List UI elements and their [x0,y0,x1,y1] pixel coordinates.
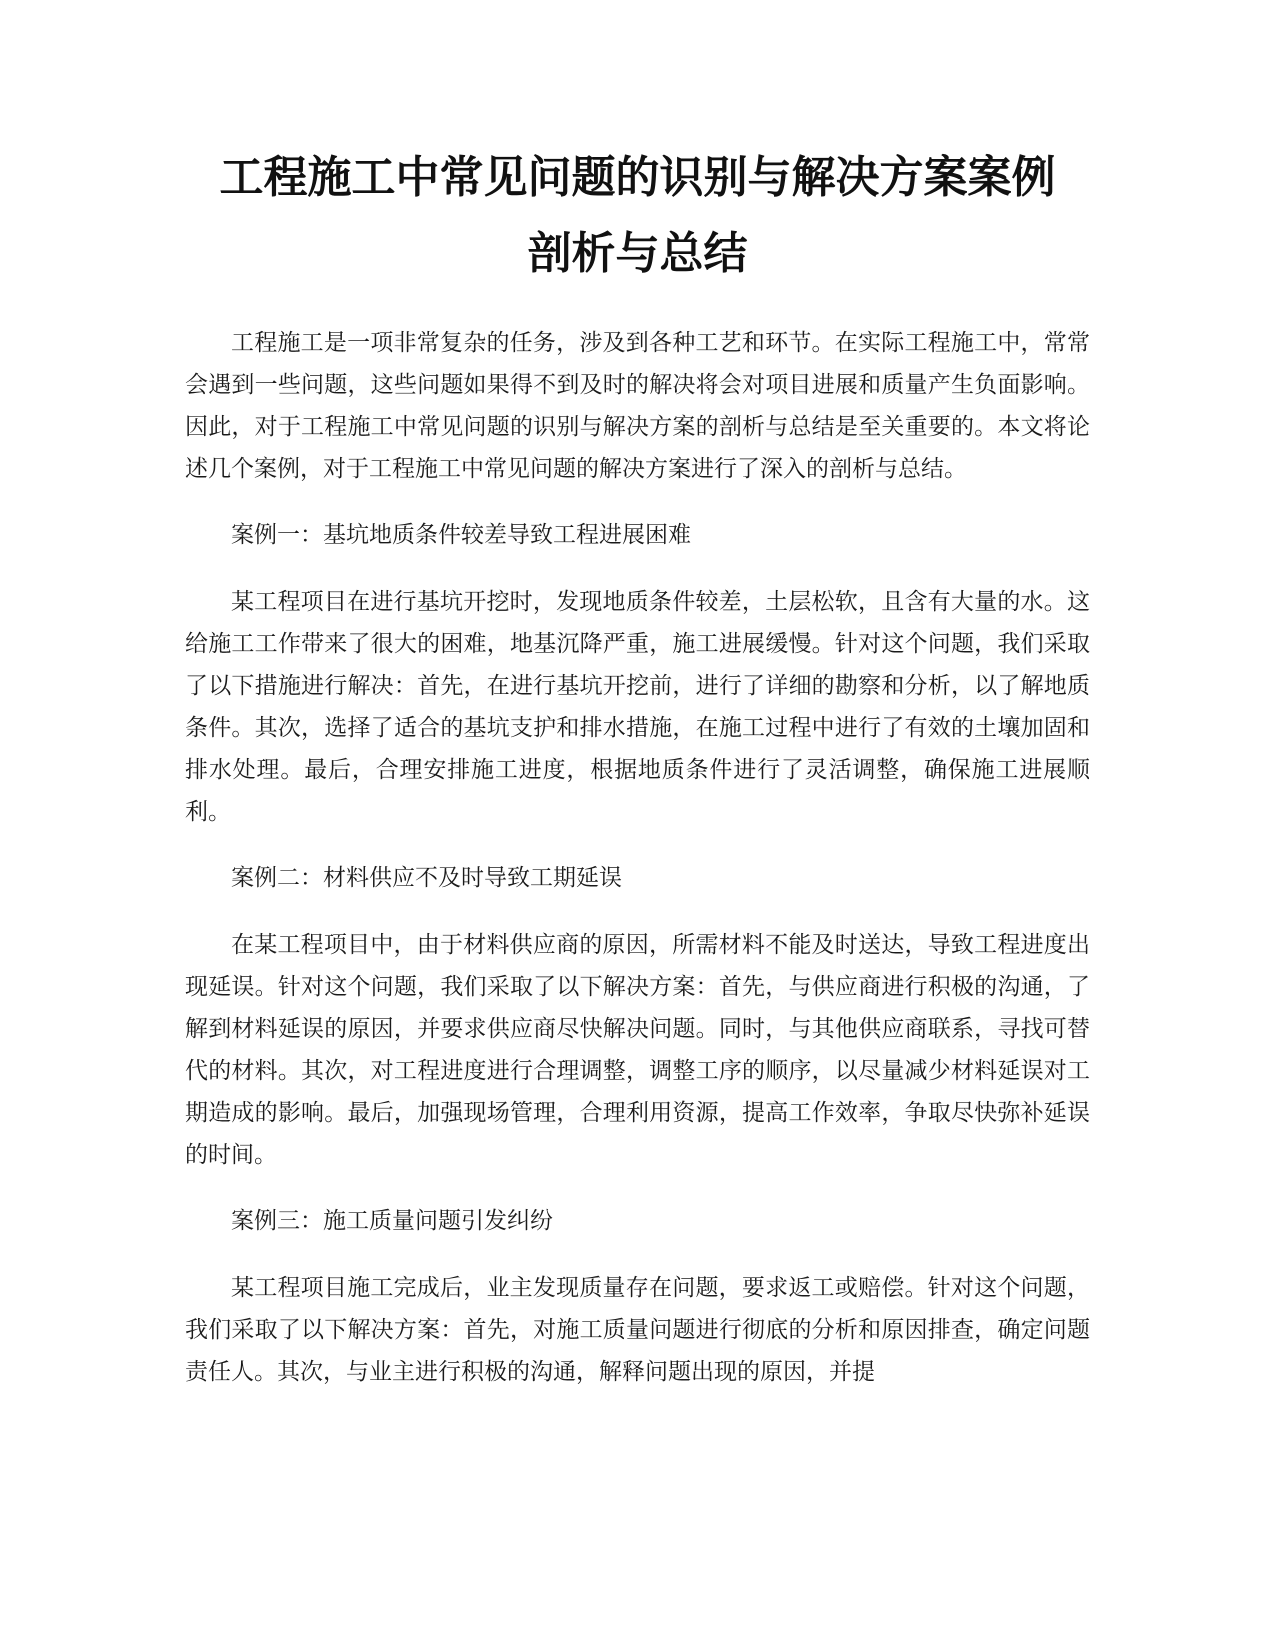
case-1-paragraph: 某工程项目在进行基坑开挖时，发现地质条件较差，土层松软，且含有大量的水。这给施工工作带来了很大的困难，地基沉降严重，施工进展缓慢。针对这个问题，我们采取了以下措施进行解决：首先，在进行基坑开挖前，进行了详细的勘察和分析，以了解地质条件。其次，选择了适合的基坑支护和排水措施，在施工过程中进行了有效的土壤加固和排水处理。最后，合理安排施工进度，根据地质条件进行了灵活调整，确保施工进展顺利。 [185,589,1090,825]
document-body [185,322,1090,1417]
case-3-paragraph: 某工程项目施工完成后，业主发现质量存在问题，要求返工或赔偿。针对这个问题，我们采取了以下解决方案：首先，对施工质量问题进行彻底的分析和原因排查，确定问题责任人。其次，与业主进行积极的沟通，解释问题出现的原因，并提 [185,1275,1090,1385]
case-2-heading: 案例二：材料供应不及时导致工期延误 [231,865,622,891]
case-1-heading: 案例一：基坑地质条件较差导致工程进展困难 [231,522,691,548]
document-title [180,140,1095,292]
intro-paragraph: 工程施工是一项非常复杂的任务，涉及到各种工艺和环节。在实际工程施工中，常常会遇到一些问题，这些问题如果得不到及时的解决将会对项目进展和质量产生负面影响。因此，对于工程施工中常见问题的识别与解决方案的剖析与总结是至关重要的。本文将论述几个案例，对于工程施工中常见问题的解决方案进行了深入的剖析与总结。 [185,330,1090,482]
case-3-heading: 案例三：施工质量问题引发纠纷 [231,1208,553,1234]
title-line-1: 工程施工中常见问题的识别与解决方案案例 [219,152,1056,203]
case-2-paragraph: 在某工程项目中，由于材料供应商的原因，所需材料不能及时送达，导致工程进度出现延误。针对这个问题，我们采取了以下解决方案：首先，与供应商进行积极的沟通，了解到材料延误的原因，并要求供应商尽快解决问题。同时，与其他供应商联系，寻找可替代的材料。其次，对工程进度进行合理调整，调整工序的顺序，以尽量减少材料延误对工期造成的影响。最后，加强现场管理，合理利用资源，提高工作效率，争取尽快弥补延误的时间。 [185,932,1090,1168]
title-line-2: 剖析与总结 [527,228,748,279]
